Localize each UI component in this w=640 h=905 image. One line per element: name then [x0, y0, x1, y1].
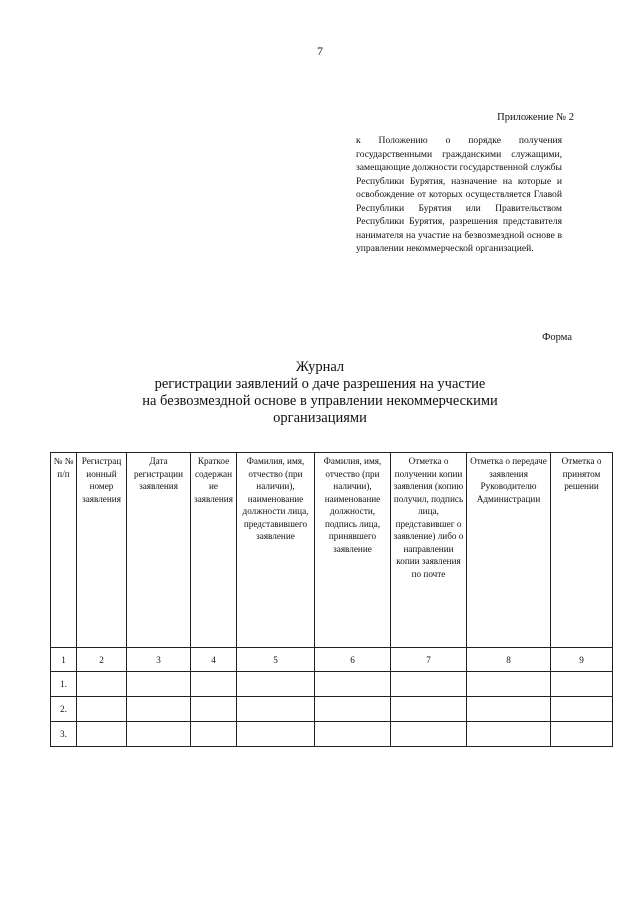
- column-number-cell: 5: [237, 648, 315, 672]
- header-cell-registration-date: Дата регистрации заявления: [127, 453, 191, 648]
- column-number-cell: 7: [391, 648, 467, 672]
- table-cell: [127, 722, 191, 747]
- journal-title: [120, 359, 520, 427]
- column-number-cell: 9: [551, 648, 613, 672]
- column-number-cell: 2: [77, 648, 127, 672]
- table-cell: [551, 722, 613, 747]
- table-cell: [191, 722, 237, 747]
- header-row: [51, 453, 613, 648]
- header-cell-transfer-mark: Отметка о передаче заявления Руководителю Администрации: [467, 453, 551, 648]
- journal-title-line: Журнал: [295, 359, 345, 375]
- table-cell: [127, 697, 191, 722]
- table-cell: [237, 672, 315, 697]
- table-cell: [467, 697, 551, 722]
- table-cell: [315, 672, 391, 697]
- table-cell: [127, 672, 191, 697]
- column-number-row: [51, 648, 613, 672]
- table-cell: [191, 697, 237, 722]
- table-cell: [191, 672, 237, 697]
- form-label: Форма: [542, 332, 572, 343]
- table-cell: [315, 697, 391, 722]
- table-cell: [77, 722, 127, 747]
- table-row: [51, 722, 613, 747]
- row-number-cell: 2.: [51, 697, 77, 722]
- column-number-cell: 1: [51, 648, 77, 672]
- header-cell-number: № № п/п: [51, 453, 77, 648]
- appendix-text: к Положению о порядке получения государственными гражданскими служащими, замещающие должности государственной службы Республики Бурятия, назначение на которые и освобождение от которых осуществляется Главой Республики Бурятия или Правительством Республики Бурятия, разрешения представителя нанимателя на участие на безвозмездной основе в управлении некоммерческой организацией.: [356, 135, 562, 254]
- appendix-title: Приложение № 2: [497, 112, 574, 123]
- journal-title-line: регистрации заявлений о даче разрешения на участие: [154, 376, 486, 392]
- table-cell: [77, 672, 127, 697]
- table-cell: [391, 722, 467, 747]
- table-cell: [237, 722, 315, 747]
- table-row: [51, 697, 613, 722]
- header-cell-applicant: Фамилия, имя, отчество (при наличии), наименование должности лица, представившего заявление: [237, 453, 315, 648]
- journal-table: [50, 452, 613, 747]
- page-number: 7: [317, 44, 323, 58]
- row-number-cell: 3.: [51, 722, 77, 747]
- header-cell-decision-mark: Отметка о принятом решении: [551, 453, 613, 648]
- column-number-cell: 6: [315, 648, 391, 672]
- journal-title-line: организациями: [273, 410, 367, 426]
- table-cell: [551, 672, 613, 697]
- header-cell-summary: Краткое содержан ие заявления: [191, 453, 237, 648]
- column-number-cell: 4: [191, 648, 237, 672]
- column-number-cell: 8: [467, 648, 551, 672]
- journal-title-line: на безвозмездной основе в управлении некоммерческими: [142, 393, 498, 409]
- row-number-cell: 1.: [51, 672, 77, 697]
- table-cell: [391, 697, 467, 722]
- table-row: [51, 672, 613, 697]
- table-cell: [551, 697, 613, 722]
- header-cell-copy-mark: Отметка о получении копии заявления (копию получил, подпись лица, представившег о заявление) либо о направлении копии заявления по почте: [391, 453, 467, 648]
- table-cell: [391, 672, 467, 697]
- header-cell-receiver: Фамилия, имя, отчество (при наличии), наименование должности, подпись лица, принявшего заявление: [315, 453, 391, 648]
- table-cell: [315, 722, 391, 747]
- table-cell: [237, 697, 315, 722]
- table-cell: [77, 697, 127, 722]
- table-cell: [467, 722, 551, 747]
- header-cell-registration-number: Регистрац ионный номер заявления: [77, 453, 127, 648]
- table-cell: [467, 672, 551, 697]
- column-number-cell: 3: [127, 648, 191, 672]
